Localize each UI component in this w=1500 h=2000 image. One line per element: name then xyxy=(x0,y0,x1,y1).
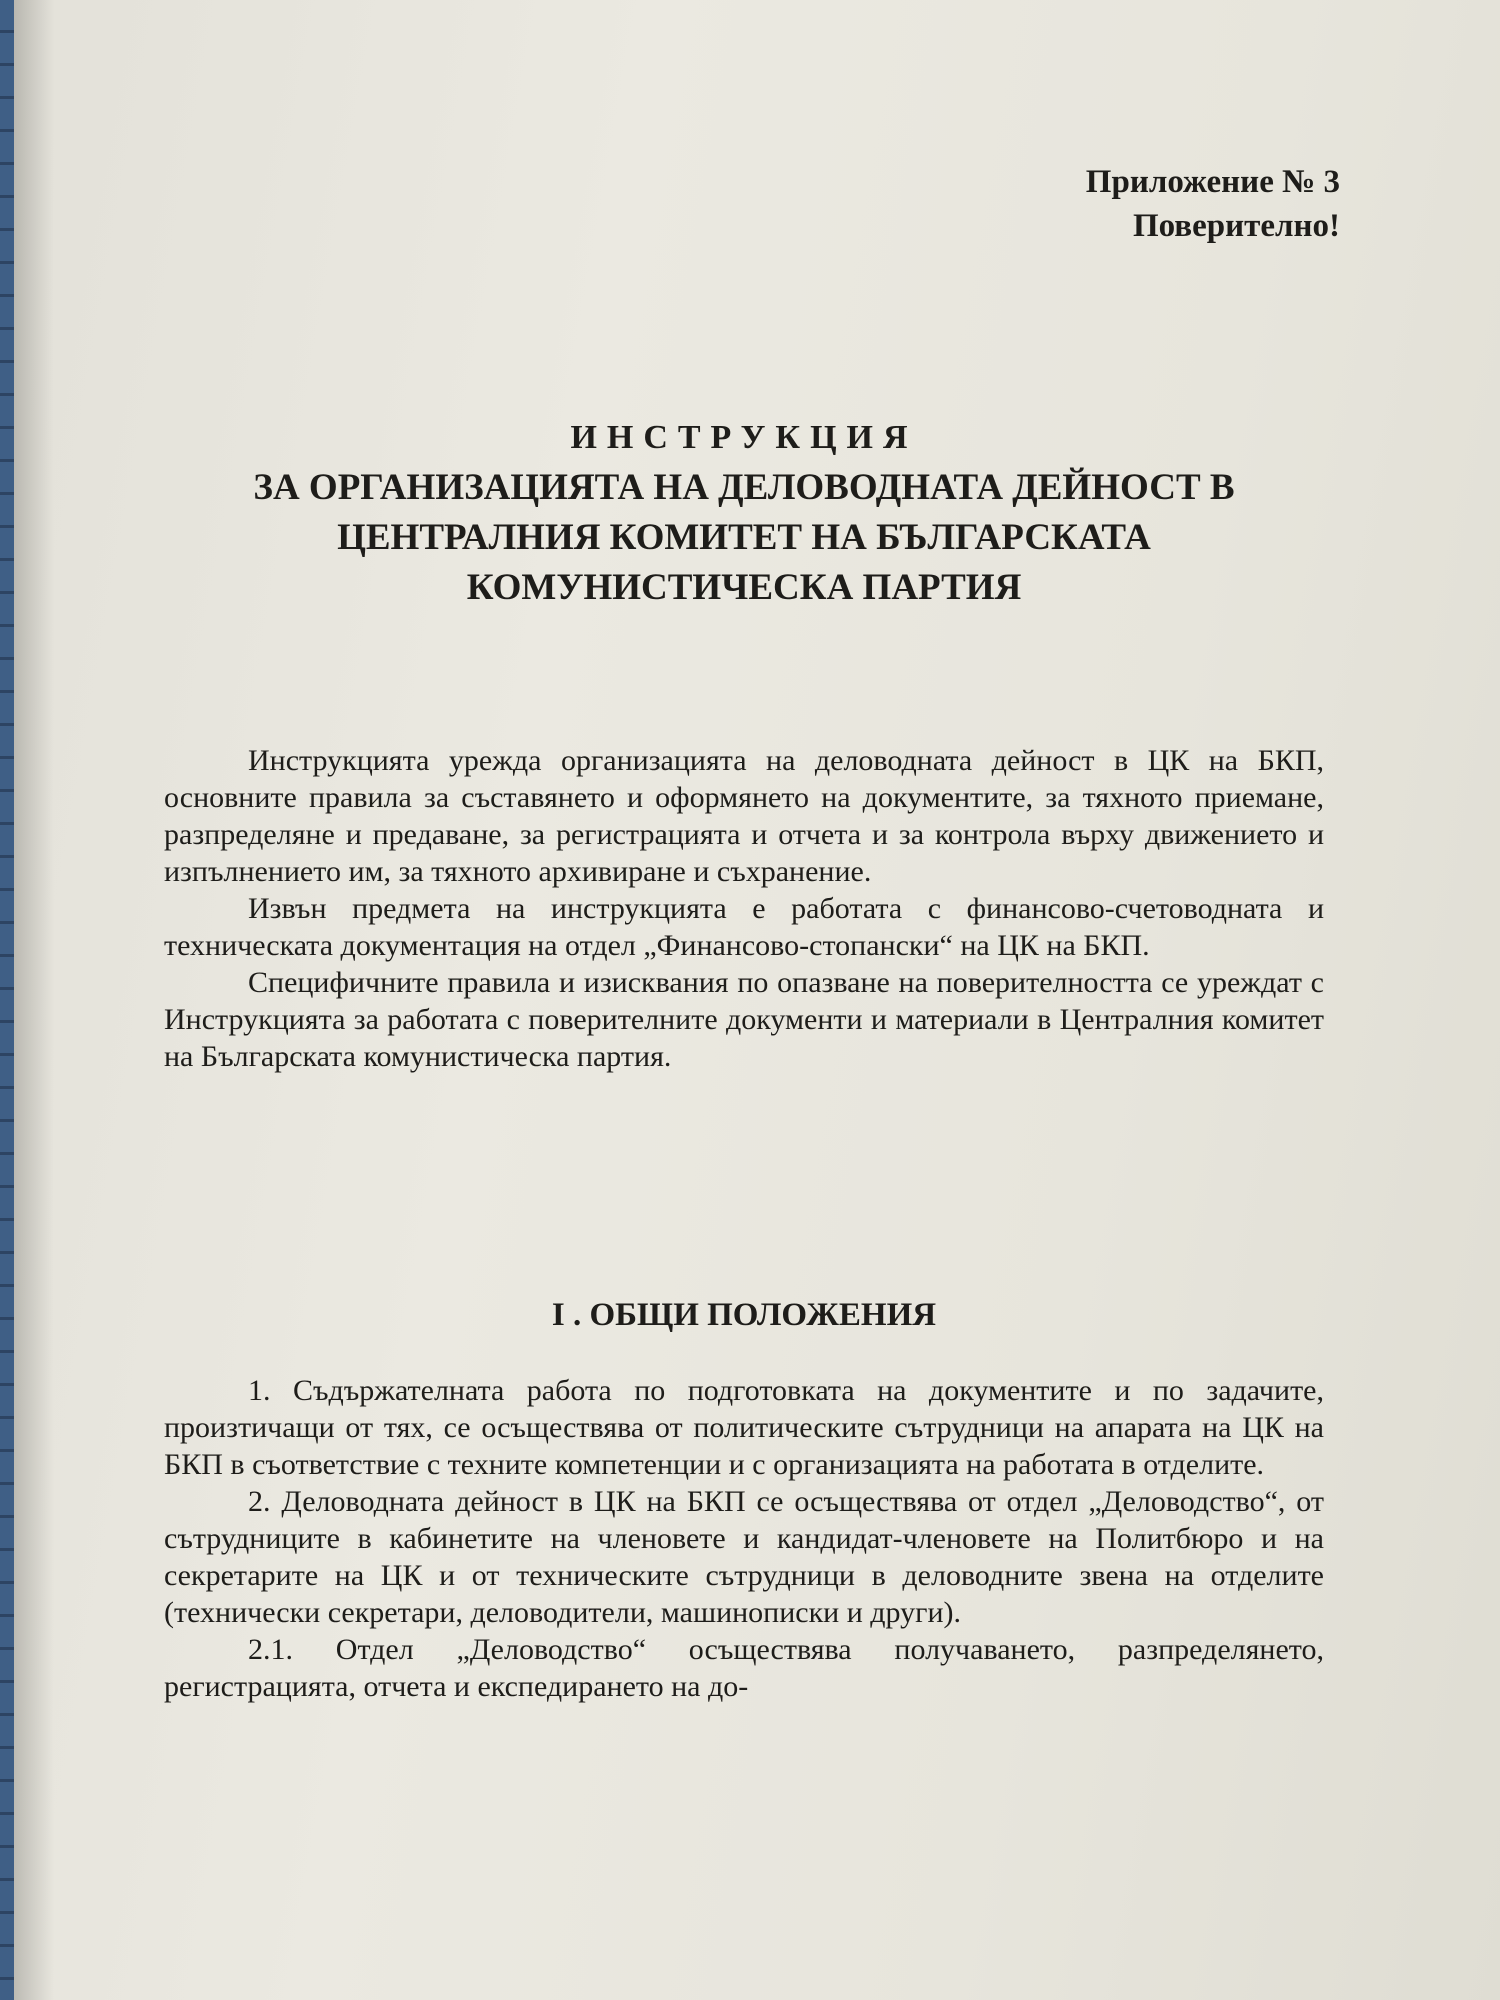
intro-paragraph-2: Извън предмета на инструкцията е работата с финансово-счетоводната и техническата документация на отдел „Финансово-стопански“ на ЦК на БКП. xyxy=(164,892,1324,962)
section-paragraph-3: 2.1. Отдел „Деловодство“ осъществява получаването, разпределянето, регистрацията, отчета и експедирането на до- xyxy=(164,1633,1324,1703)
binder-edge xyxy=(0,0,14,2000)
section-heading: I . ОБЩИ ПОЛОЖЕНИЯ xyxy=(551,1297,937,1333)
section-body xyxy=(164,1372,1324,1705)
section-paragraph-2: 2. Деловодната дейност в ЦК на БКП се осъществява от отдел „Деловодство“, от сътрудниците в кабинетите на членовете и кандидат-членовете на Политбюро и на секретарите на ЦК и от техническите сътрудници в деловодните звена на отделите (технически секретари, деловодители, машинописки и други). xyxy=(164,1485,1324,1629)
intro-section xyxy=(164,742,1324,1075)
subtitle-line-2: ЦЕНТРАЛНИЯ КОМИТЕТ НА БЪЛГАРСКАТА xyxy=(337,517,1151,558)
document-page xyxy=(14,0,1500,2000)
document-title: ИНСТРУКЦИЯ xyxy=(570,419,918,456)
header-block xyxy=(1086,160,1340,248)
intro-paragraph-1: Инструкцията урежда организацията на деловодната дейност в ЦК на БКП, основните правила за съставянето и оформянето на документите, за тяхното приемане, разпределяне и предаване, за регистрацията и отчета и за контрола върху движението и изпълнението им, за тяхното архивиране и съхранение. xyxy=(164,744,1324,888)
section-paragraph-1: 1. Съдържателната работа по подготовката на документите и по задачите, произтичащи от тях, се осъществява от политическите сътрудници на апарата на ЦК на БКП в съответствие с техните компетенции и с организацията на работата в отделите. xyxy=(164,1374,1324,1481)
subtitle-line-3: КОМУНИСТИЧЕСКА ПАРТИЯ xyxy=(466,567,1022,608)
confidential-label: Поверително! xyxy=(1132,208,1340,244)
appendix-label: Приложение № 3 xyxy=(1085,164,1340,200)
subtitle-line-1: ЗА ОРГАНИЗАЦИЯТА НА ДЕЛОВОДНАТА ДЕЙНОСТ В xyxy=(253,467,1235,508)
intro-paragraph-3: Специфичните правила и изисквания по опазване на поверителността се уреждат с Инструкцията за работата с поверителните документи и материали в Централния комитет на Българската комунистическа партия. xyxy=(164,966,1324,1073)
title-block xyxy=(164,413,1324,613)
